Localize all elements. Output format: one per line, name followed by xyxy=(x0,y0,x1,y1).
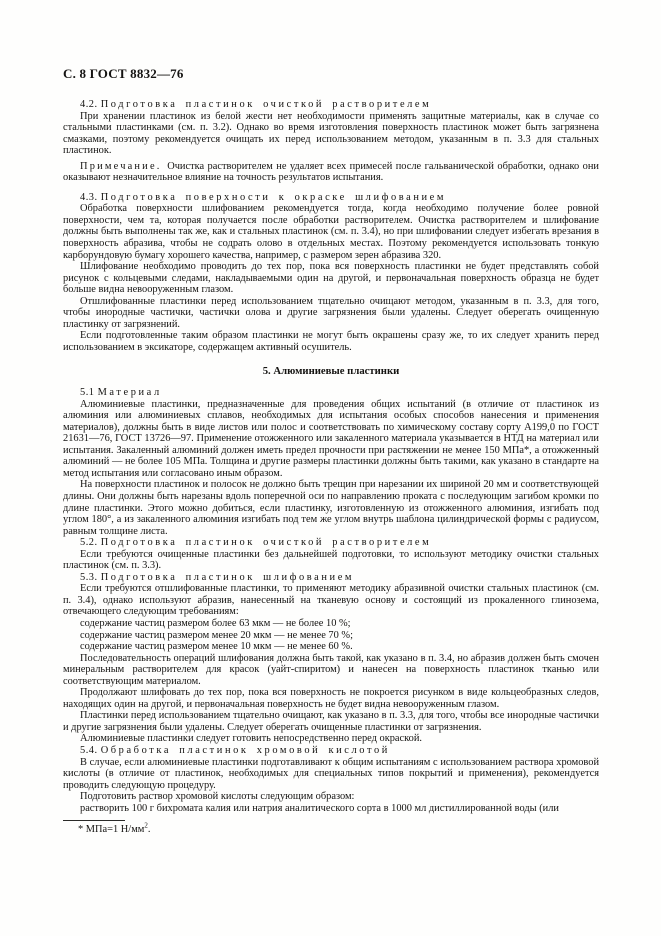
paragraph: содержание частиц размером менее 10 мкм — не менее 60 %. xyxy=(80,641,353,653)
section-heading xyxy=(63,537,599,549)
paragraph: Продолжают шлифовать до тех пор, пока вся поверхность не покроется рисунком в виде кольцеобразных следов, находящих один на другой, и первоначальная поверхность не будет видна невооруженным глазом. xyxy=(63,687,599,710)
paragraph: Отшлифованные пластинки перед использованием тщательно очищают методом, указанным в п. 3.3, для того, чтобы инородные частички, частички олова и другие загрязнения были удалены. Следует оберегать очищенную пластинку от загрязнений. xyxy=(63,295,599,330)
footnote-body: * МПа=1 Н/мм xyxy=(78,824,145,835)
section-number: 4.2. xyxy=(80,99,101,110)
footnote-tail: . xyxy=(147,824,151,835)
chapter-heading: 5. Алюминиевые пластинки xyxy=(262,365,400,378)
section-title: Материал xyxy=(97,387,162,399)
section-number: 5.2. xyxy=(80,537,101,549)
paragraph: В случае, если алюминиевые пластинки подготавливают к общим испытаниям с использованием раствора хромовой кислоты (в отличие от пластинок, необходимых для специальных типов покрытий и применения), рекомендуется проводить следующую процедуру. xyxy=(63,756,599,791)
paragraph: Обработка поверхности шлифованием рекомендуется тогда, когда необходимо получение более ровной поверхности, чем та, которая получается после обработки растворителем. Очистка растворителем и шлифование должны быть выполнены так же, как и стальных пластинок (см. п. 3.4), но при шлифовании следует избегать врезания в поверхность абразива, чтобы не содрать олово в отдельных местах. Поэтому рекомендуется использовать тонкую карборундовую бумагу хорошего качества, например, с размером зерен абразива 320. xyxy=(63,203,599,261)
paragraph: Пластинки перед использованием тщательно очищают, как указано в п. 3.3, для того, чтобы все инородные частички и другие загрязнения были удалены. Следует оберегать очищенные пластинки от загрязнения. xyxy=(63,710,599,733)
paragraph: При хранении пластинок из белой жести нет необходимости применять защитные материалы, как в случае со стальными пластинками (см. п. 3.2). Однако во время изготовления поверхность пластинок может быть загрязнена смазками, поэтому рекомендуется очищать их перед использованием методом, указанным в п. 3.3 для стальных пластинок. xyxy=(63,110,599,157)
section-heading xyxy=(63,572,599,584)
section-number: 5.4. xyxy=(80,744,101,756)
section-title: Подготовка пластинок очисткой растворителем xyxy=(100,99,432,110)
note-label: Примечание. xyxy=(80,160,168,172)
paragraph: На поверхности пластинок и полосок не должно быть трещин при нарезании их шириной 20 мм и соответствующей длины. Они должны быть нарезаны вдоль поперечной оси по направлению проката с последующим загибом кромки по длине пластинки. Этого можно добиться, если пластинку, изготовленную из отожженного алюминия, изгибать под углом 180°, а из закаленного алюминия изгибать под тем же углом внутрь шаблона цилиндрической формы с радиусом, равным толщине листа. xyxy=(63,479,599,537)
section-title: Подготовка поверхности к окраске шлифованием xyxy=(100,191,447,203)
section-heading xyxy=(63,192,599,204)
paragraph: Если требуются отшлифованные пластинки, то применяют методику абразивной очистки стальных пластинок (см. п. 3.4), однако используют абразив, нанесенный на тканевую основу и состоящий из прокаленного глинозема, отвечающего следующим требованиям: xyxy=(63,583,599,618)
paragraph: Подготовить раствор хромовой кислоты следующим образом: xyxy=(80,791,355,803)
section-title: Подготовка пластинок шлифованием xyxy=(100,571,355,583)
footnote-divider xyxy=(63,820,125,821)
paragraph: Алюминиевые пластинки следует готовить непосредственно перед окраской. xyxy=(80,733,423,745)
section-number: 5.3. xyxy=(80,571,101,583)
section-number: 4.3. xyxy=(80,191,101,203)
footnote-area xyxy=(63,820,599,836)
section-heading xyxy=(63,745,599,757)
paragraph: содержание частиц размером менее 20 мкм — не менее 70 %; xyxy=(80,629,353,641)
note-paragraph: Примечание. Очистка растворителем не удаляет всех примесей после гальванической обработки, однако они оказывают незначительное влияние на точность результатов испытания. xyxy=(63,160,599,184)
page-header: С. 8 ГОСТ 8832—76 xyxy=(63,66,184,81)
paragraph: Алюминиевые пластинки, предназначенные для проведения общих испытаний (в отличие от пластинок из алюминия или алюминиевых сплавов, необходимых для испытания особых способов нанесения и применения материалов), должны быть в виде листов или полос и соответствовать по химическому составу сорту А199,0 по ГОСТ 21631—76, ГОСТ 13726—97. Применение отожженного или закаленного материала указывается в НТД на материал или испытания. Закаленный алюминий должен иметь предел прочности при растяжении не менее 150 МПа*, а отожженный алюминий — не более 105 МПа. Толщина и другие размеры пластинки должны быть такими, как указано в стандарте на метод испытания или согласовано иным образом. xyxy=(63,398,599,479)
document-content xyxy=(63,99,599,814)
footnote-superscript: 2 xyxy=(144,821,148,830)
section-title: Подготовка пластинок очисткой растворителем xyxy=(100,537,432,549)
section-number: 5.1 xyxy=(80,387,98,399)
paragraph: растворить 100 г бихромата калия или натрия аналитического сорта в 1000 мл дистиллированной воды (или xyxy=(80,802,559,814)
paragraph: Последовательность операций шлифования должна быть такой, как указано в п. 3.4, но абразив должен быть смочен минеральным растворителем для красок (уайт-спиритом) и нанесен на поверхность пластинок тканью или соответствующим материалом. xyxy=(63,652,599,687)
section-heading xyxy=(63,387,599,399)
footnote-text xyxy=(63,821,599,836)
paragraph: Шлифование необходимо проводить до тех пор, пока вся поверхность пластинки не будет представлять собой рисунок с кольцевыми следами, накладываемыми один на другой, и первоначальная поверхность образца не будет больше видна невооруженным глазом. xyxy=(63,261,599,296)
section-heading xyxy=(63,99,599,111)
paragraph: Если требуются очищенные пластинки без дальнейшей подготовки, то используют методику очистки стальных пластинок (см. п. 3.3). xyxy=(63,548,599,572)
paragraph: Если подготовленные таким образом пластинки не могут быть окрашены сразу же, то их следует хранить перед использованием в эксикаторе, содержащем активный осушитель. xyxy=(63,330,599,353)
section-title: Обработка пластинок хромовой кислотой xyxy=(100,744,390,756)
paragraph: содержание частиц размером более 63 мкм — не более 10 %; xyxy=(80,617,351,629)
